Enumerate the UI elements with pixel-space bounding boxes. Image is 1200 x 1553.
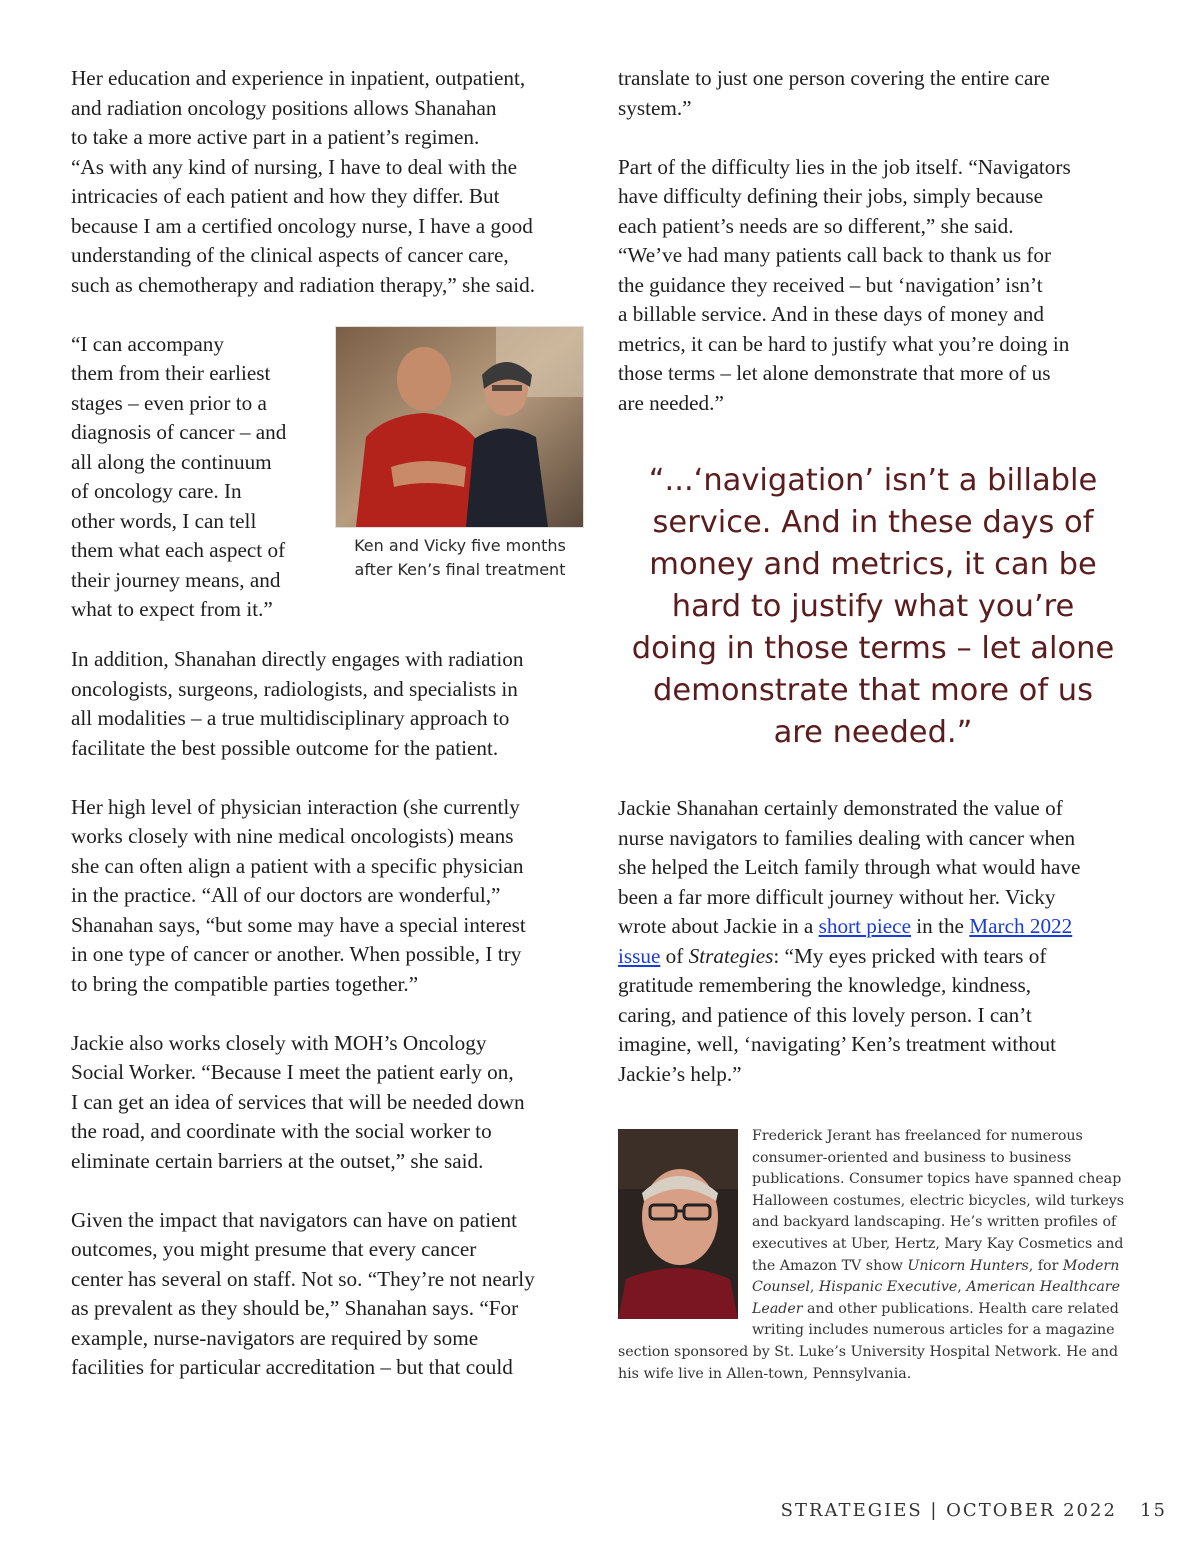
- right-paragraph-2: Part of the difficulty lies in the job itself. “Navigators have difficulty defining their jobs, simply because each patient’s needs are so different,” she said. “We’ve had many patients call back to thank us for the guidance they received – but ‘navigation’ isn’t a billable service. And in these days of money and metrics, it can be hard to justify what you’re doing in those terms – let alone demonstrate that more of us are needed.”: [618, 154, 1071, 415]
- right-paragraph-3-text-c: of: [660, 943, 689, 968]
- bio-text-e: and other publications. Health care related writing includes numerous articles for a magazine section sponsored by St. Luke’s University Hospital Network. He and his wife live in Allen-town, Pennsylvania.: [618, 1300, 1119, 1382]
- left-paragraph-4: Her high level of physician interaction (she currently works closely with nine medical oncologists) means she can often align a patient with a specific physician in the practice. “All of our doctors are wonderful,” Shanahan says, “but some may have a special interest in one type of cancer or another. When possible, I try to bring the compatible parties together.”: [71, 794, 526, 996]
- left-paragraph-5: Jackie also works closely with MOH’s Oncology Social Worker. “Because I meet the patient early on, I can get an idea of services that will be needed down the road, and coordinate with the social worker to eliminate certain barriers at the outset,” she said.: [71, 1030, 525, 1173]
- strategies-italic: Strategies: [688, 943, 774, 968]
- bio-italic-hispanic-executive: Hispanic Executive: [818, 1279, 958, 1296]
- right-paragraph-3: [618, 794, 1138, 1089]
- right-paragraph-1: translate to just one person covering the entire care system.”: [618, 66, 1050, 120]
- page-footer: [781, 1500, 1167, 1521]
- bio-text-b: , for: [1028, 1257, 1063, 1274]
- left-paragraph-2: “I can accompany them from their earliest stages – even prior to a diagnosis of cancer – and all along the continuum of oncology care. In other words, I can tell them what each aspect of their journey means, and what to expect from it.”: [71, 331, 287, 621]
- bio-text-d: ,: [957, 1279, 967, 1296]
- right-paragraph-3-text-b: in the: [911, 914, 970, 938]
- author-bio: [618, 1126, 1134, 1385]
- bio-text-c: ,: [809, 1279, 819, 1296]
- right-paragraph-3-text-a: Jackie Shanahan certainly demonstrated the value of nurse navigators to families dealing with cancer when she helped the Leitch family through what would have been a far more difficult journey without her. Vicky wrote about Jackie in a: [618, 796, 1081, 938]
- left-paragraph-3: In addition, Shanahan directly engages with radiation oncologists, surgeons, radiologists, and specialists in all modalities – a true multidisciplinary approach to facilitate the best possible outcome for the patient.: [71, 647, 524, 760]
- bio-italic-american-healthcare-leader: American Healthcare Leader: [752, 1279, 1120, 1317]
- author-photo: [618, 1129, 738, 1319]
- page-number: 15: [1140, 1500, 1167, 1521]
- left-paragraph-6: Given the impact that navigators can have on patient outcomes, you might presume that every cancer center has several on staff. Not so. “They’re not nearly as prevalent as they should be,” Shanahan says. “For example, nurse-navigators are required by some facilities for particular accreditation – but that could: [71, 1207, 535, 1379]
- pull-quote: “...‘navigation’ isn’t a billable service. And in these days of money and metrics, it can be hard to justify what you’re doing in those terms – let alone demonstrate that more of us are needed.”: [631, 463, 1115, 750]
- bio-text-a: Frederick Jerant has freelanced for numerous consumer-oriented and business to business publications. Consumer topics have spanned cheap Halloween costumes, electric bicycles, wild turkeys and backyard landscaping. He’s written profiles of executives at Uber, Hertz, Mary Kay Cosmetics and the Amazon TV show: [752, 1128, 1125, 1274]
- right-column: [618, 64, 1138, 1089]
- march-2022-issue-link[interactable]: March 2022 issue: [618, 914, 1073, 968]
- right-paragraph-3-text-d: : “My eyes pricked with tears of gratitude remembering the knowledge, kindness, caring, and patience of this lovely person. I can’t imagine, well, ‘navigating’ Ken’s treatment without Jackie’s help.”: [618, 943, 1056, 1086]
- left-column: [71, 64, 591, 1383]
- ken-and-vicky-photo: [335, 326, 584, 528]
- left-paragraph-1: Her education and experience in inpatient, outpatient, and radiation oncology positions allows Shanahan to take a more active part in a patient’s regimen. “As with any kind of nursing, I have to deal with the intricacies of each patient and how they differ. But because I am a certified oncology nurse, I have a good understanding of the clinical aspects of cancer care, such as chemotherapy and radiation therapy,” she said.: [71, 66, 535, 297]
- footer-publication: STRATEGIES | OCTOBER 2022: [780, 1500, 1117, 1521]
- short-piece-link[interactable]: short piece: [818, 914, 911, 938]
- bio-italic-unicorn-hunters: Unicorn Hunters: [907, 1257, 1029, 1274]
- bio-italic-modern-counsel: Modern Counsel: [752, 1257, 1120, 1296]
- photo-caption: Ken and Vicky five months after Ken’s final treatment: [354, 535, 566, 579]
- quote-with-photo: [71, 330, 591, 621]
